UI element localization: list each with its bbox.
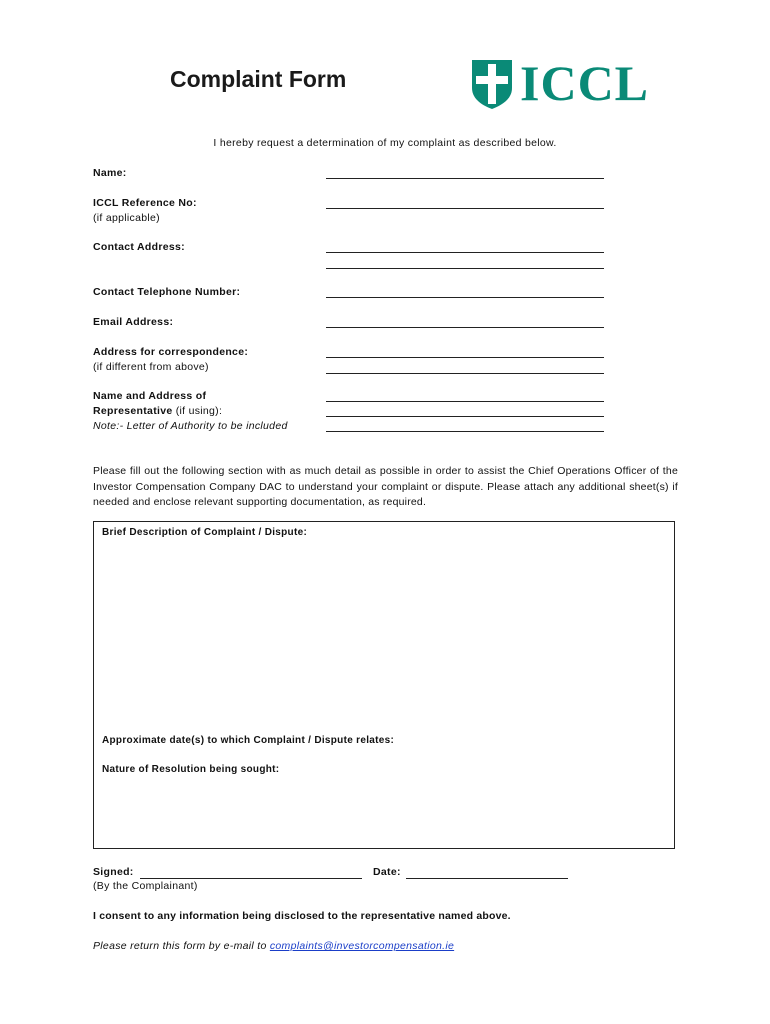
iccl-logo xyxy=(470,55,660,111)
ref-note: (if applicable) xyxy=(93,212,160,224)
return-instructions: Please return this form by e-mail to complaints@investorcompensation.ie xyxy=(93,940,455,952)
dates-label: Approximate date(s) to which Complaint / Dispute relates: xyxy=(102,735,395,746)
corr-line-1[interactable] xyxy=(326,357,604,358)
description-label: Brief Description of Complaint / Dispute: xyxy=(102,527,308,538)
name-label: Name: xyxy=(93,167,127,179)
date-line[interactable] xyxy=(406,878,568,879)
consent-text: I consent to any information being disclosed to the representative named above. xyxy=(93,910,511,922)
signature-line[interactable] xyxy=(140,878,362,879)
contact-phone-line[interactable] xyxy=(326,297,604,298)
contact-address-line-2[interactable] xyxy=(326,268,604,269)
contact-phone-label: Contact Telephone Number: xyxy=(93,286,241,298)
email-link[interactable]: complaints@investorcompensation.ie xyxy=(269,940,455,952)
signed-label: Signed: xyxy=(93,866,134,878)
rep-line-3[interactable] xyxy=(326,431,604,432)
email-line[interactable] xyxy=(326,327,604,328)
rep-note: Note:- Letter of Authority to be included xyxy=(93,420,288,432)
contact-address-label: Contact Address: xyxy=(93,241,185,253)
ref-label: ICCL Reference No: (if applicable) xyxy=(93,197,197,224)
email-label: Email Address: xyxy=(93,316,174,328)
by-complainant-label: (By the Complainant) xyxy=(93,880,198,892)
ref-line[interactable] xyxy=(326,208,604,209)
corr-label: Address for correspondence: (if different from above) xyxy=(93,346,249,373)
date-label: Date: xyxy=(373,866,401,878)
logo-wordmark: ICCL xyxy=(520,55,650,111)
rep-line-1[interactable] xyxy=(326,401,604,402)
name-line[interactable] xyxy=(326,178,604,179)
shield-cross-icon xyxy=(470,58,514,110)
corr-note: (if different from above) xyxy=(93,361,209,373)
page-title: Complaint Form xyxy=(170,66,347,92)
rep-line-2[interactable] xyxy=(326,416,604,417)
complaint-details-box[interactable] xyxy=(93,521,675,849)
resolution-label: Nature of Resolution being sought: xyxy=(102,764,280,775)
instructions-text: Please fill out the following section with as much detail as possible in order to assist the Chief Operations Officer of the Investor Compensation Company DAC to understand your complaint or dispute. Please attach any additional sheet(s) if needed and enclose relevant supporting documentation, as required. xyxy=(93,465,678,508)
corr-line-2[interactable] xyxy=(326,373,604,374)
contact-address-line-1[interactable] xyxy=(326,252,604,253)
intro-text: I hereby request a determination of my complaint as described below. xyxy=(213,137,557,149)
rep-label: Name and Address of Representative (if using): Note:- Letter of Authority to be included xyxy=(93,390,288,432)
